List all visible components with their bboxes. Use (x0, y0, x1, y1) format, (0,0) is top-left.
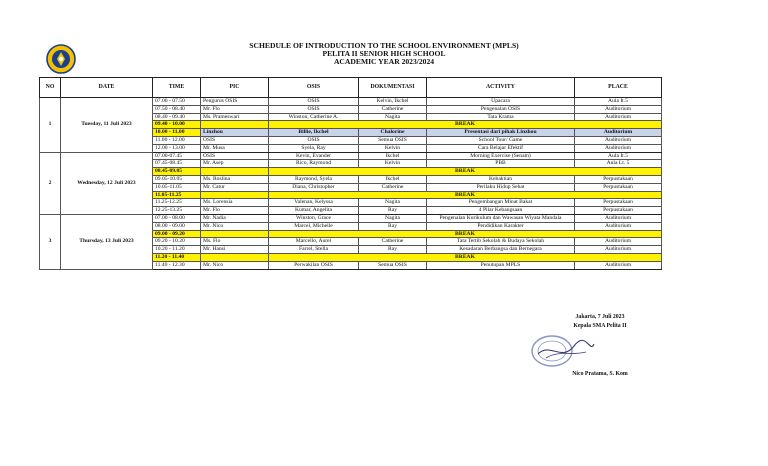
cell-pic: Mr. Nico (201, 261, 269, 269)
cell-place: Auditorium (575, 144, 662, 152)
cell-osis: Valenan, Kelyssa (269, 199, 359, 207)
break-label: BREAK (269, 230, 662, 238)
cell-activity: Upacara (427, 98, 575, 106)
cell-activity: Kebaktian (427, 175, 575, 183)
cell-time: 07.00 - 07.50 (153, 98, 201, 106)
cell-osis: Winston, Catherine A. (269, 113, 359, 121)
cell-place: Perpustakaan (575, 183, 662, 191)
cell-place: Aula Lt. 5 (575, 160, 662, 168)
cell-place: Auditorium (575, 136, 662, 144)
cell-dokumentasi: Nagita (359, 214, 427, 222)
cell-dokumentasi: Catherine (359, 105, 427, 113)
cell-pic: OSIS (201, 136, 269, 144)
cell-place: Auditorium (575, 222, 662, 230)
col-header-dokumentasi: DOKUMENTASI (359, 78, 427, 98)
cell-osis: Kevin, Evander (269, 152, 359, 160)
cell-osis: Raymond, Syela (269, 175, 359, 183)
cell-activity: Presentasi dari pihak Linzhou (427, 129, 575, 137)
cell-pic: Mr. Hansi (201, 246, 269, 254)
cell-time: 11.20 - 11.40 (153, 253, 201, 261)
day-date: Thursday, 13 Juli 2023 (61, 214, 153, 269)
cell-dokumentasi: Ikchel (359, 152, 427, 160)
cell-activity: Pengembangan Minat Bakat (427, 199, 575, 207)
cell-pic: OSIS (201, 152, 269, 160)
signature-name: Nico Pratama, S. Kom (572, 371, 628, 377)
cell-activity: Tata Krama (427, 113, 575, 121)
col-header-time: TIME (153, 78, 201, 98)
day-number: 3 (40, 214, 61, 269)
cell-activity: Pengenalan OSIS (427, 105, 575, 113)
cell-osis: Diana, Christopher (269, 183, 359, 191)
cell-time: 09.20 - 10.20 (153, 238, 201, 246)
academic-year: ACADEMIC YEAR 2023/2024 (333, 57, 435, 66)
cell-activity: Pendidikan Karakter (427, 222, 575, 230)
cell-place: Auditorium (575, 238, 662, 246)
break-label: BREAK (269, 168, 662, 176)
cell-time: 11.00 - 12.00 (153, 136, 201, 144)
cell-place: Auditorium (575, 129, 662, 137)
cell-time: 09.40 - 10.00 (153, 121, 201, 129)
col-header-date: DATE (61, 78, 153, 98)
cell-dokumentasi: Catherine (359, 183, 427, 191)
cell-activity: Penutupan MPLS (427, 261, 575, 269)
cell-dokumentasi: Nagita (359, 113, 427, 121)
day-date: Tuesday, 11 Juli 2023 (61, 98, 153, 153)
cell-place: Auditorium (575, 214, 662, 222)
cell-dokumentasi: Semua OSIS (359, 136, 427, 144)
cell-osis: OSIS (269, 105, 359, 113)
cell-time: 10.00 - 11.00 (153, 129, 201, 137)
day-number: 1 (40, 98, 61, 153)
cell-place: Aula It.5 (575, 152, 662, 160)
cell-osis: Syela, Ray (269, 144, 359, 152)
cell-activity: Pengenalan Kurikulum dan Wawasan Wiyata Mandala (427, 214, 575, 222)
col-header-pic: PIC (201, 78, 269, 98)
school-name: PELITA II SENIOR HIGH SCHOOL (322, 49, 446, 58)
cell-place: Auditorium (575, 113, 662, 121)
cell-activity: Tata Tertib Sekolah & Budaya Sekolah (427, 238, 575, 246)
cell-osis: Marcello, Aurel (269, 238, 359, 246)
cell-time: 11.25-12.25 (153, 199, 201, 207)
cell-time: 11.05-11.25 (153, 191, 201, 199)
cell-time: 10.20 - 11.20 (153, 246, 201, 254)
cell-osis: Winston, Grace (269, 214, 359, 222)
cell-dokumentasi: Kelvin (359, 144, 427, 152)
cell-time: 11.40 - 12.30 (153, 261, 201, 269)
cell-pic: Ms. Prameswari (201, 113, 269, 121)
cell-place: Auditorium (575, 261, 662, 269)
col-header-no: NO (40, 78, 61, 98)
cell-activity: Kesadaran Berbangsa dan Bernegara (427, 246, 575, 254)
cell-time: 09.05-10.05 (153, 175, 201, 183)
cell-activity: School Tour/ Game (427, 136, 575, 144)
cell-pic-empty (201, 168, 269, 176)
cell-time: 09.00 - 09.20 (153, 230, 201, 238)
table-row (40, 98, 662, 106)
cell-time: 08.45-09.05 (153, 168, 201, 176)
cell-place: Perpustakaan (575, 175, 662, 183)
cell-time: 10.05-11.05 (153, 183, 201, 191)
cell-osis: Kumar, Angelita (269, 207, 359, 215)
cell-time: 07.45-08.45 (153, 160, 201, 168)
schedule-table (39, 77, 662, 270)
cell-dokumentasi: Ray (359, 207, 427, 215)
cell-pic-empty (201, 253, 269, 261)
cell-pic: Ms. Lorensia (201, 199, 269, 207)
cell-dokumentasi: Ray (359, 222, 427, 230)
cell-time: 07.00 - 08.00 (153, 214, 201, 222)
break-label: BREAK (269, 253, 662, 261)
cell-pic: Mr. Nadia (201, 214, 269, 222)
cell-pic-empty (201, 230, 269, 238)
day-number: 2 (40, 152, 61, 214)
cell-dokumentasi: Kelvin, Ikchel (359, 98, 427, 106)
cell-dokumentasi: Ray (359, 246, 427, 254)
cell-osis: Farrel, Stella (269, 246, 359, 254)
cell-activity: Perilaku Hidup Sehat (427, 183, 575, 191)
cell-place: Auditorium (575, 105, 662, 113)
cell-pic-empty (201, 191, 269, 199)
signature-stamp-icon (528, 332, 598, 370)
cell-pic: Mr. Nico (201, 222, 269, 230)
table-row (40, 214, 662, 222)
col-header-osis: OSIS (269, 78, 359, 98)
cell-dokumentasi: Semua OSIS (359, 261, 427, 269)
cell-place: Perpustakaan (575, 207, 662, 215)
cell-osis: Marcel, Michelle (269, 222, 359, 230)
cell-place: Perpustakaan (575, 199, 662, 207)
cell-pic: Mr. Musa (201, 144, 269, 152)
cell-pic: Linzhou (201, 129, 269, 137)
signature-place-date: Jakarta, 7 Juli 2023 (575, 314, 625, 320)
cell-activity: PBB (427, 160, 575, 168)
col-header-activity: ACTIVITY (427, 78, 575, 98)
cell-activity: Cara Belajar Efektif (427, 144, 575, 152)
cell-time: 07.00-07.45 (153, 152, 201, 160)
cell-pic: Ms. Roslina (201, 175, 269, 183)
cell-place: Auditorium (575, 246, 662, 254)
break-label: BREAK (269, 121, 662, 129)
cell-activity: 4 Pilar Kebangsaan (427, 207, 575, 215)
cell-pic: Mr. Catur (201, 183, 269, 191)
cell-dokumentasi: Nagita (359, 199, 427, 207)
cell-pic: Mr. Flo (201, 105, 269, 113)
cell-time: 12.00 - 13.00 (153, 144, 201, 152)
signature-role: Kepala SMA Pelita II (573, 323, 627, 329)
cell-dokumentasi: Chalorine (359, 129, 427, 137)
col-header-place: PLACE (575, 78, 662, 98)
cell-pic: Mr. Flo (201, 207, 269, 215)
cell-osis: OSIS (269, 136, 359, 144)
cell-time: 08.00 - 09.00 (153, 222, 201, 230)
cell-time: 07.50 - 08.40 (153, 105, 201, 113)
cell-dokumentasi: Ikchel (359, 175, 427, 183)
cell-pic: Mr. Asep (201, 160, 269, 168)
document-title: SCHEDULE OF INTRODUCTION TO THE SCHOOL ENVIRONMENT (MPLS) (249, 41, 519, 50)
day-date: Wednesday, 12 Juli 2023 (61, 152, 153, 214)
cell-osis: Perwakilan OSIS (269, 261, 359, 269)
cell-place: Aula It.5 (575, 98, 662, 106)
cell-pic: Ms. Flo (201, 238, 269, 246)
cell-time: 08.40 - 09.40 (153, 113, 201, 121)
break-label: BREAK (269, 191, 662, 199)
cell-pic: Pengurus OSIS (201, 98, 269, 106)
cell-osis: OSIS (269, 98, 359, 106)
table-row (40, 152, 662, 160)
cell-dokumentasi: Catherine (359, 238, 427, 246)
table-header-row (40, 78, 662, 98)
cell-activity: Morning Exercise (Senam) (427, 152, 575, 160)
cell-dokumentasi: Kelvin (359, 160, 427, 168)
cell-time: 12.25-13.25 (153, 207, 201, 215)
cell-osis: Billie, Ikchel (269, 129, 359, 137)
cell-pic-empty (201, 121, 269, 129)
cell-osis: Rico, Raymond (269, 160, 359, 168)
